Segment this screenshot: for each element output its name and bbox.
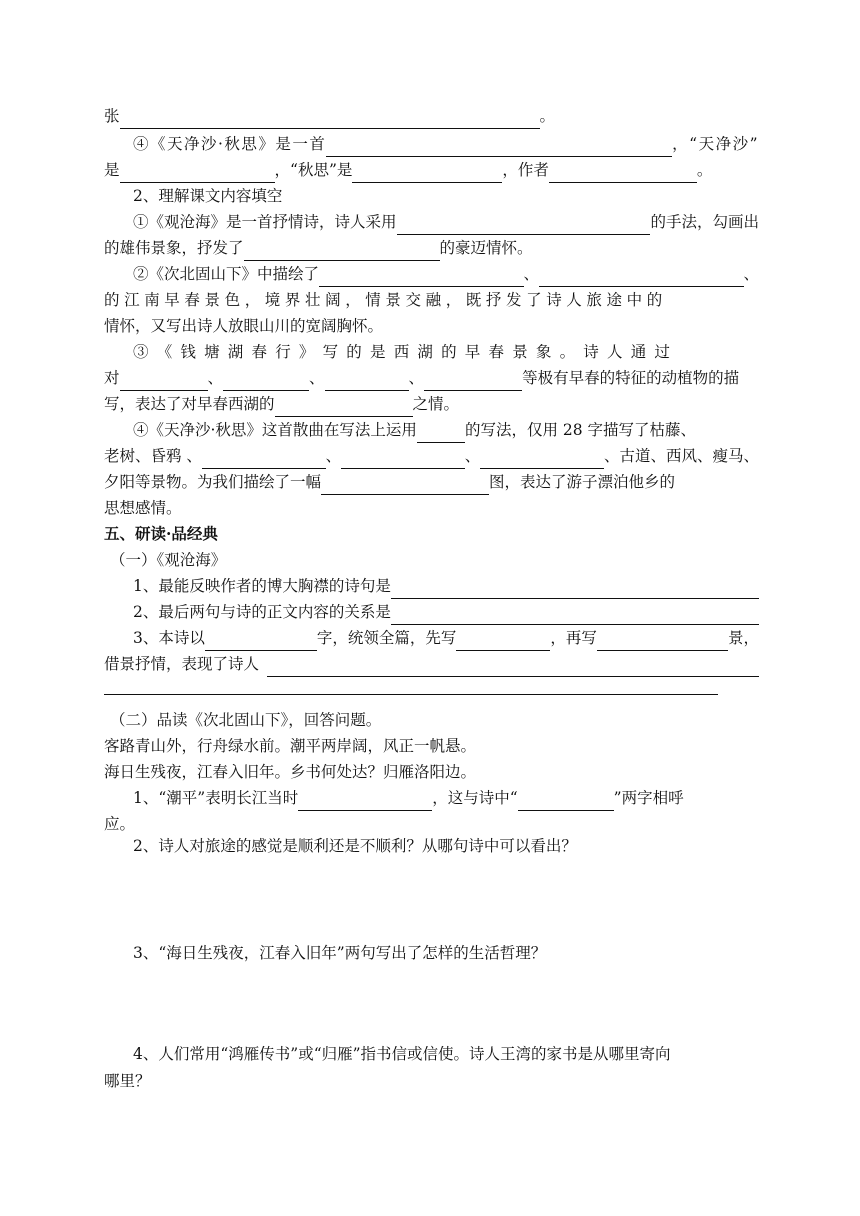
question-line: [133, 261, 759, 287]
question-text: 的手法，勾画出: [650, 213, 759, 231]
question-text: 夕阳等景物。为我们描绘了一幅: [104, 473, 322, 491]
question-line: [104, 651, 759, 677]
question-line: [104, 157, 759, 183]
answer-blank[interactable]: [120, 372, 208, 391]
answer-blank[interactable]: [518, 792, 614, 811]
part-title: （一）《观沧海》: [110, 551, 227, 569]
answer-blank[interactable]: [397, 216, 651, 235]
question-text: 3、“海日生残夜，江春入旧年”两句写出了怎样的生活哲理？: [133, 944, 547, 962]
answer-line: [104, 103, 759, 129]
question-text: 思想感情。: [104, 499, 182, 517]
section-heading: 五、研读·品经典: [104, 524, 218, 543]
answer-blank[interactable]: [120, 110, 540, 129]
answer-blank[interactable]: [341, 450, 465, 469]
question-text: 等极有早春的特征的动植物的描: [522, 369, 740, 387]
question-text: 是: [104, 161, 120, 179]
answer-blank[interactable]: [391, 580, 759, 599]
question-text: ④《天净沙·秋思》这首散曲在写法上运用: [133, 421, 417, 439]
question-text: ②《次北固山下》中描绘了: [133, 265, 320, 283]
question-line: [104, 235, 759, 261]
answer-blank[interactable]: [391, 606, 759, 625]
question-text: 1、最能反映作者的博大胸襟的诗句是: [133, 577, 391, 595]
answer-blank[interactable]: [549, 164, 697, 183]
question-line: [133, 131, 759, 157]
question-text: 图，表达了游子漂泊他乡的: [489, 473, 676, 491]
answer-blank[interactable]: [202, 450, 326, 469]
text: 张: [104, 107, 120, 125]
question-line: [133, 625, 759, 651]
question-text: 2、最后两句与诗的正文内容的关系是: [133, 603, 391, 621]
question-text: 4、人们常用“鸿雁传书”或“归雁”指书信或信使。诗人王湾的家书是从哪里寄向: [133, 1045, 671, 1063]
question-text: 、: [207, 369, 224, 387]
question-text: 景，: [727, 629, 759, 647]
question-line: [133, 785, 759, 811]
answer-blank[interactable]: [597, 632, 728, 651]
question-text: 2、诗人对旅途的感觉是顺利还是不顺利？从哪句诗中可以看出？: [133, 837, 577, 855]
answer-blank[interactable]: [352, 164, 502, 183]
question-text: 的豪迈情怀。: [439, 239, 533, 257]
answer-blank[interactable]: [539, 268, 743, 287]
answer-blank[interactable]: [223, 372, 309, 391]
question-text: ，“天净沙”: [672, 135, 759, 153]
question-text: 、古道、西风、瘦马、: [603, 447, 759, 465]
answer-blank[interactable]: [298, 792, 432, 811]
question-text: 、: [309, 369, 325, 387]
question-line: [133, 599, 759, 625]
question-text: 的写法，仅用 28 字描写了枯藤、: [464, 421, 697, 439]
answer-blank[interactable]: [267, 658, 759, 677]
question-line: [133, 417, 759, 443]
question-text: 老树、昏鸦 、: [104, 447, 202, 465]
answer-blank[interactable]: [417, 424, 465, 443]
answer-blank[interactable]: [319, 268, 523, 287]
answer-blank[interactable]: [326, 138, 672, 157]
question-text: 借景抒情，表现了诗人: [104, 655, 260, 673]
question-text: 1、“潮平”表明长江当时: [133, 789, 299, 807]
subsection-heading: 2、理解课文内容填空: [133, 187, 283, 205]
question-line: [104, 469, 759, 495]
question-text: ”两字相呼: [613, 789, 684, 807]
question-text: 。: [696, 161, 713, 179]
question-text: 对: [104, 369, 120, 387]
answer-rule[interactable]: [104, 694, 718, 695]
answer-blank[interactable]: [275, 398, 413, 417]
question-text: 3、本诗以: [133, 629, 205, 647]
question-text: ，这与诗中“: [432, 789, 518, 807]
answer-blank[interactable]: [321, 476, 489, 495]
question-text: 之情。: [412, 395, 460, 413]
question-text: 的江南早春景色，境界壮阔，情景交融，既抒发了诗人旅途中的: [104, 291, 667, 309]
text: 。: [539, 107, 556, 125]
question-text: ④《天净沙·秋思》是一首: [133, 135, 327, 153]
answer-blank[interactable]: [205, 632, 317, 651]
answer-blank[interactable]: [120, 164, 275, 183]
poem-line: 海日生残夜，江春入旧年。乡书何处达？归雁洛阳边。: [104, 763, 477, 781]
question-line: [104, 391, 759, 417]
question-text: ，“秋思”是: [274, 161, 353, 179]
answer-blank[interactable]: [480, 450, 604, 469]
question-text: 哪里？: [104, 1072, 151, 1090]
part-title: （二）品读《次北固山下》，回答问题。: [110, 711, 382, 729]
question-text: ③《钱塘湖春行》写的是西湖的早春景象。诗人通过: [133, 343, 679, 361]
question-text: ，再写: [550, 629, 597, 647]
poem-line: 客路青山外，行舟绿水前。潮平两岸阔，风正一帆悬。: [104, 737, 477, 755]
question-text: ①《观沧海》是一首抒情诗，诗人采用: [133, 213, 397, 231]
question-text: 、: [523, 265, 540, 283]
question-text: 写，表达了对早春西湖的: [104, 395, 275, 413]
question-text: 、: [464, 447, 481, 465]
question-text: 、: [408, 369, 425, 387]
question-text: 字，统领全篇，先写: [316, 629, 457, 647]
question-text: 应。: [104, 815, 136, 833]
answer-blank[interactable]: [424, 372, 522, 391]
answer-blank[interactable]: [456, 632, 550, 651]
question-text: 、: [325, 447, 342, 465]
answer-blank[interactable]: [244, 242, 440, 261]
question-line: [133, 573, 759, 599]
question-line: [104, 365, 759, 391]
question-line: [104, 443, 759, 469]
question-text: 、: [743, 265, 760, 283]
question-text: ，作者: [502, 161, 549, 179]
question-text: 的雄伟景象，抒发了: [104, 239, 244, 257]
question-text: 情怀，又写出诗人放眼山川的宽阔胸怀。: [104, 317, 384, 335]
question-line: [133, 209, 759, 235]
answer-blank[interactable]: [325, 372, 409, 391]
